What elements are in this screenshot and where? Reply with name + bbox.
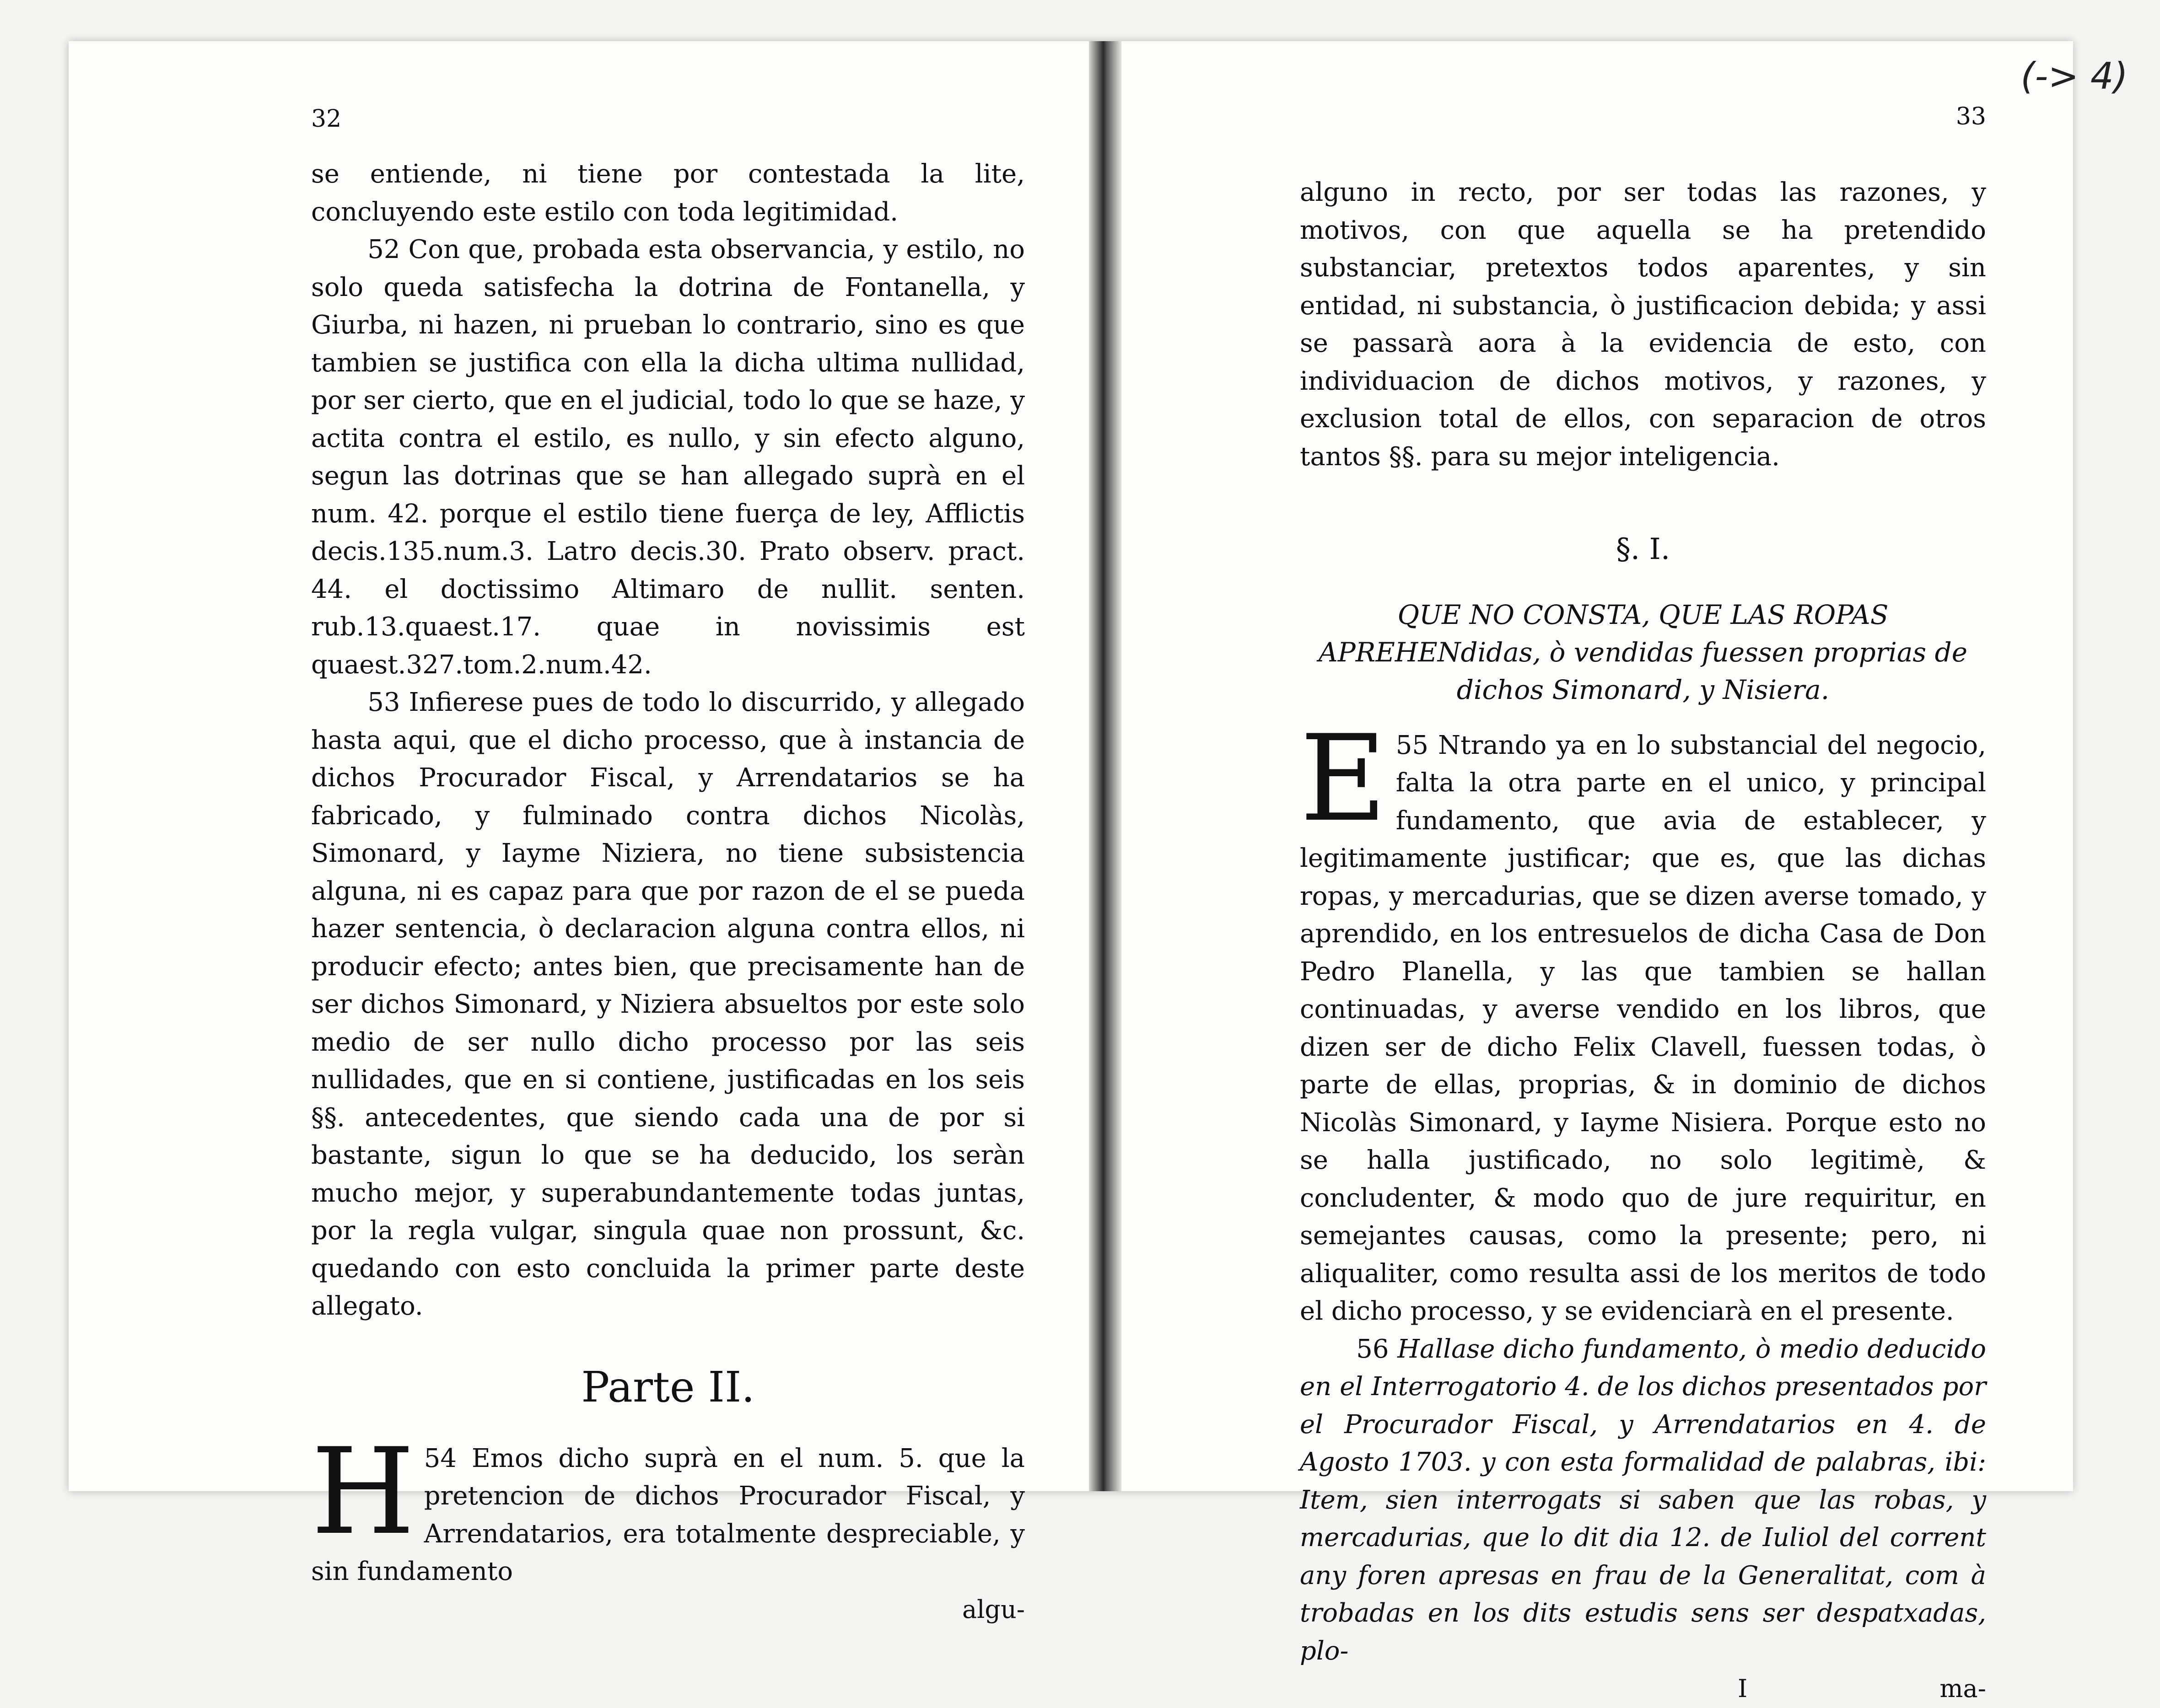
page-number: 33 <box>1955 103 1986 130</box>
paragraph-53 <box>311 684 1025 1326</box>
section-mark: §. I. <box>1616 532 1670 566</box>
part-heading: Parte II. <box>581 1362 755 1412</box>
paragraph: alguno in recto, por ser todas las razones, y motivos, con que aquella se ha pretendido substanciar, pretextos todos aparentes, y sin entidad, ni substancia, ò justificacion debida; y assi se passarà aora à la evidencia de esto, con individuacion de dichos motivos, y razones, y exclusion total de ellos, con separacion de otros tantos §§. para su mejor inteligencia. <box>1300 177 1986 472</box>
catchword <box>1300 1670 1986 1708</box>
paragraph-text: Ntrando ya en lo substancial del negocio, falta la otra parte en el unico, y principal fundamento, que avia de establecer, y legitimamente justificar; que es, que las dichas ropas, y mercadurias, que se dizen averse tomado, y aprendido, en los entresuelos de dicha Casa de Don Pedro Planella, y las que tambien se hallan continuadas, y averse vendido en los libros, que dizen ser de dicho Felix Clavell, fuessen todas, ò parte de ellas, proprias, & in dominio de dichos Nicolàs Simonard, y Iayme Nisiera. Porque esto no se halla justificado, no solo legitimè, & concludenter, & modo quo de jure requiritur, en semejantes causas, como la presente; pero, ni aliqualiter, como resulta assi de los meritos de todo el dicho processo, y se evidenciarà en el presente. <box>1300 730 1986 1326</box>
paragraph-54 <box>311 1423 1025 1591</box>
paragraph-number: 55 <box>1395 730 1429 760</box>
page-text <box>311 156 1025 1628</box>
paragraph-55 <box>1300 709 1986 1331</box>
signature-mark: I <box>1738 1674 1748 1703</box>
paragraph-text: Infierese pues de todo lo discurrido, y allegado hasta aqui, que el dicho processo, que à instancia de dichos Procurador Fiscal, y Arrendatarios se ha fabricado, y fulminado contra dichos Nicolàs, Simonard, y Iayme Niziera, no tiene subsistencia alguna, ni es capaz para que por razon de el se pueda hazer sentencia, ò declaracion alguna contra ellos, ni producir efecto; antes bien, que precisamente han de ser dichos Simonard, y Niziera absueltos por este solo medio de ser nullo dicho processo por las seis nullidades, que en si contiene, justificadas en los seis §§. antecedentes, que siendo cada una de por si bastante, sigun lo que se ha deducido, los seràn mucho mejor, y superabundantemente todas juntas, por la regla vulgar, singula quae non prossunt, &c. quedando con esto concluida la primer parte deste allegato. <box>311 687 1025 1321</box>
margin-note: (-> 4) <box>2020 55 2128 97</box>
book-gutter <box>1089 41 1121 1491</box>
drop-cap: H <box>311 1423 415 1561</box>
page-text <box>1300 174 1986 1708</box>
paragraph-number: 53 <box>367 687 400 717</box>
page-number: 32 <box>311 105 342 133</box>
paragraph-56 <box>1300 1331 1986 1670</box>
catchword-text: ma- <box>1939 1674 1986 1703</box>
paragraph-text: Hallase dicho fundamento, ò medio deducido en el Interrogatorio 4. de los dichos presentados por el Procurador Fiscal, y Arrendatarios en 4. de Agosto 1703. y con esta formalidad de palabras, ibi: Item, sien interrogats si saben que las robas, y mercadurias, que lo dit dia 12. de Iuliol del corrent any foren apresas en frau de la Generalitat, com à trobadas en los dits estudis sens ser despatxadas, plo- <box>1300 1334 1986 1666</box>
right-page <box>1121 41 2073 1703</box>
paragraph-52 <box>311 231 1025 684</box>
paragraph-text: Con que, probada esta observancia, y estilo, no solo queda satisfecha la dotrina de Fontanella, y Giurba, ni hazen, ni prueban lo contrario, sino es que tambien se justifica con ella la dicha ultima nullidad, por ser cierto, que en el judicial, todo lo que se haze, y actita contra el estilo, es nullo, y sin efecto alguno, segun las dotrinas que se han allegado suprà en el num. 42. porque el estilo tiene fuerça de ley, Afflictis decis.135.num.3. Latro decis.30. Prato observ. pract. 44. el doctissimo Altimaro de nullit. senten. rub.13.quaest.17. quae in novissimis est quaest.327.tom.2.num.42. <box>311 235 1025 680</box>
book-spread <box>69 41 2073 1703</box>
paragraph-text: Emos dicho suprà en el num. 5. que la pretencion de dichos Procurador Fiscal, y Arrendatarios, era totalmente despreciable, y sin fundamento <box>311 1443 1025 1586</box>
paragraph: se entiende, ni tiene por contestada la lite, concluyendo este estilo con toda legitimidad. <box>311 159 1025 227</box>
paragraph-number: 54 <box>424 1443 457 1473</box>
section-title: QUE NO CONSTA, QUE LAS ROPAS APREHENdidas, ò vendidas fuessen proprias de dichos Simonard, y Nisiera. <box>1318 599 1968 705</box>
drop-cap: E <box>1300 709 1387 848</box>
paragraph-number: 56 <box>1356 1334 1389 1364</box>
paragraph-number: 52 <box>367 235 400 264</box>
left-page <box>69 41 1089 1624</box>
catchword: algu- <box>962 1595 1025 1624</box>
